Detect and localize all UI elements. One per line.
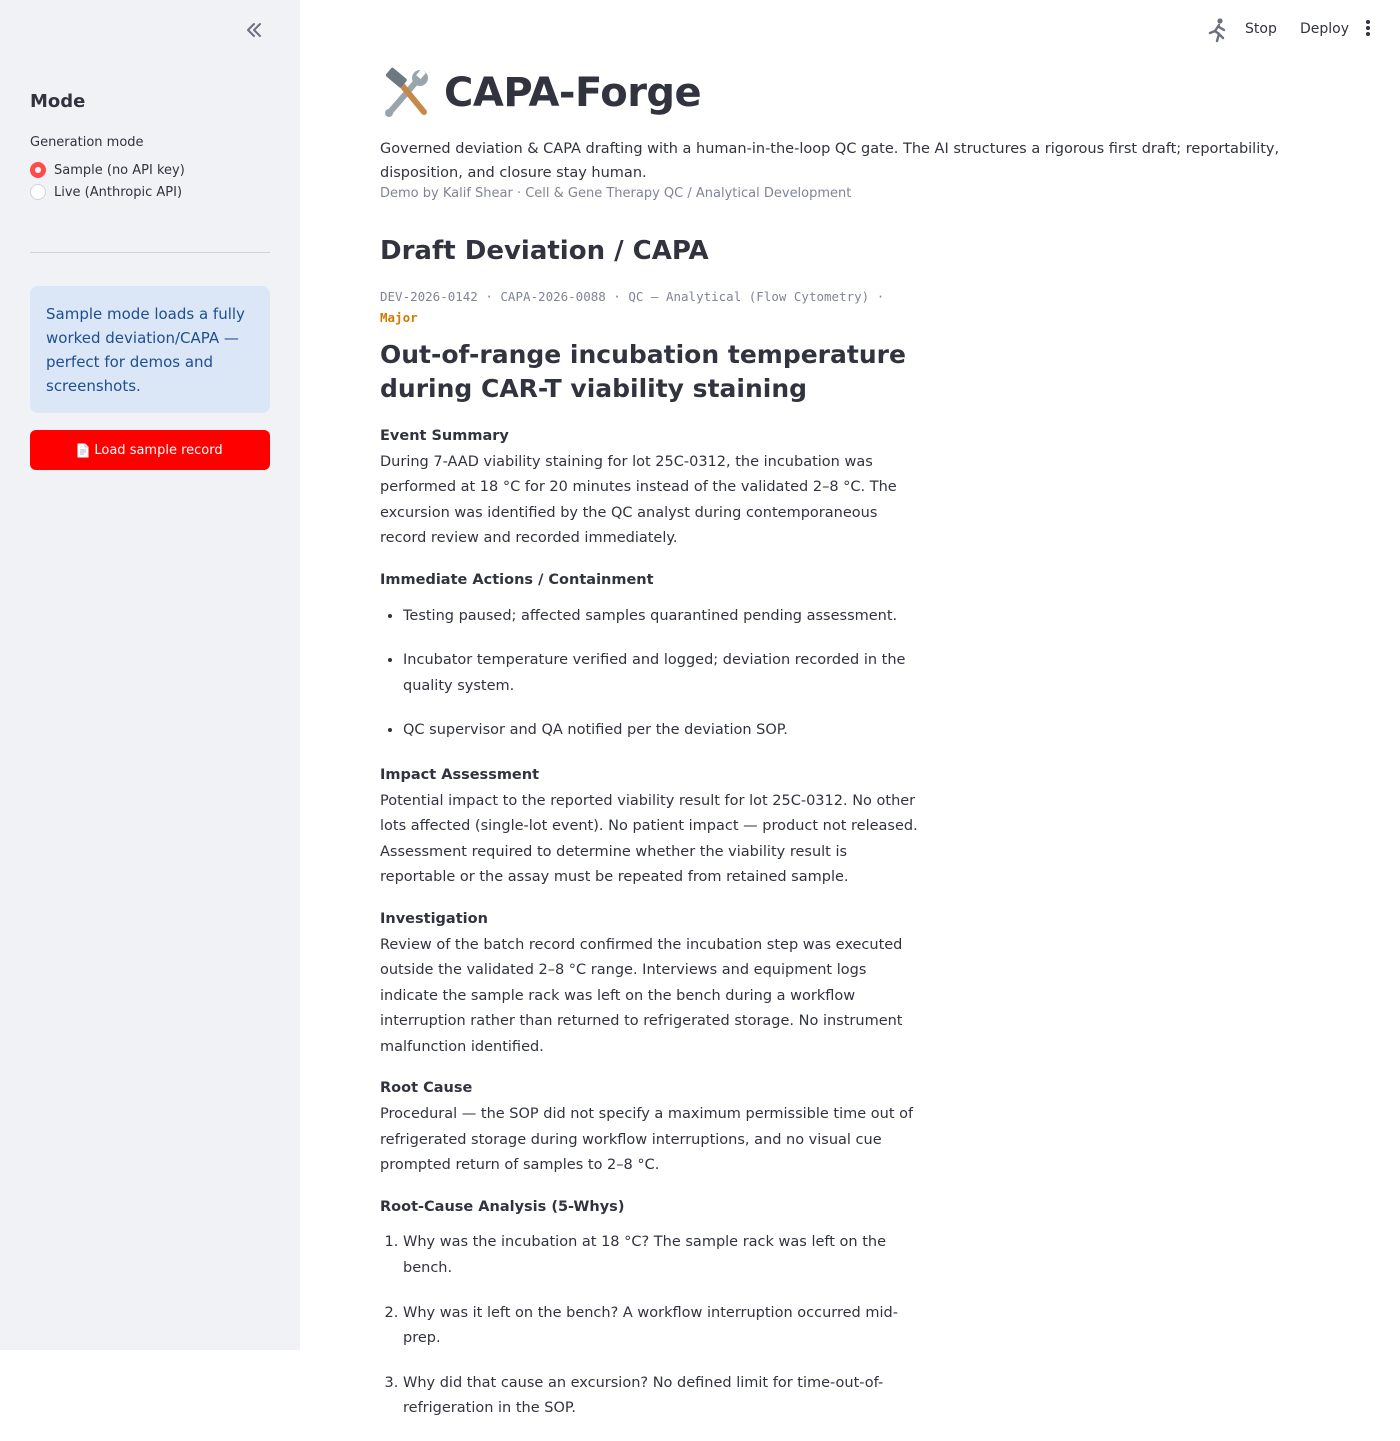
immediate-actions-list bbox=[380, 604, 925, 744]
record-body bbox=[380, 424, 925, 1441]
load-sample-label: Load sample record bbox=[94, 442, 223, 458]
collapse-sidebar-button[interactable] bbox=[240, 16, 268, 44]
radio-unselected-icon bbox=[30, 184, 46, 200]
vertical-dots-icon bbox=[1366, 20, 1370, 24]
byline: Demo by Kalif Shear · Cell & Gene Therapy QC / Analytical Development bbox=[380, 186, 852, 201]
section-heading: Draft Deviation / CAPA bbox=[380, 236, 709, 266]
document-icon bbox=[77, 443, 89, 458]
sidebar-heading: Mode bbox=[30, 91, 86, 112]
root-cause-title: Root Cause bbox=[380, 1080, 473, 1097]
page-title: CAPA-Forge bbox=[444, 70, 702, 116]
investigation-text: Review of the batch record confirmed the incubation step was executed outside the validated 2–8 °C range. Interviews and equipment logs indicate the sample rack was left on the bench during a workflow interruption rather than returned to refrigerated storage. No instrument malfunction identified. bbox=[380, 936, 903, 1055]
main-menu-button[interactable] bbox=[1362, 20, 1374, 40]
severity-badge: Major bbox=[380, 310, 418, 325]
hammer-and-wrench-icon bbox=[380, 68, 434, 118]
list-item: • Incubator temperature verified and logged; deviation recorded in the quality system. bbox=[403, 648, 925, 699]
running-man-icon bbox=[1206, 17, 1228, 43]
deploy-button[interactable]: Deploy bbox=[1300, 21, 1350, 37]
root-cause-text: Procedural — the SOP did not specify a maximum permissible time out of refrigerated storage during workflow interruptions, and no visual cue prompted return of samples to 2–8 °C. bbox=[380, 1106, 914, 1174]
radio-live-mode[interactable] bbox=[30, 184, 182, 200]
radio-live-label: Live (Anthropic API) bbox=[54, 184, 183, 200]
radio-sample-mode[interactable] bbox=[30, 162, 185, 178]
generation-mode-label: Generation mode bbox=[30, 135, 144, 150]
record-meta bbox=[380, 286, 920, 328]
double-chevron-left-icon bbox=[246, 23, 262, 37]
radio-sample-label: Sample (no API key) bbox=[54, 162, 185, 178]
record-ids: DEV-2026-0142 · CAPA-2026-0088 · QC — Analytical (Flow Cytometry) · bbox=[380, 289, 885, 304]
investigation-title: Investigation bbox=[380, 910, 488, 927]
record-title: Out-of-range incubation temperature during CAR-T viability staining bbox=[380, 340, 906, 403]
sample-mode-info: Sample mode loads a fully worked deviation/CAPA — perfect for demos and screenshots. bbox=[30, 286, 270, 413]
list-item: • Testing paused; affected samples quarantined pending assessment. bbox=[403, 604, 925, 630]
list-item: 2. Why was it left on the bench? A workflow interruption occurred mid-prep. bbox=[403, 1301, 925, 1352]
radio-selected-icon bbox=[30, 162, 46, 178]
list-item: • QC supervisor and QA notified per the deviation SOP. bbox=[403, 718, 925, 744]
immediate-actions-title: Immediate Actions / Containment bbox=[380, 571, 654, 588]
sidebar-divider bbox=[30, 252, 270, 253]
dot bbox=[1366, 26, 1370, 30]
page-subtitle: Governed deviation & CAPA drafting with a human-in-the-loop QC gate. The AI structures a rigorous first draft; reportability, disposition, and closure stay human. bbox=[380, 141, 1280, 181]
list-item: 1. Why was the incubation at 18 °C? The sample rack was left on the bench. bbox=[403, 1230, 925, 1281]
page-header bbox=[380, 68, 701, 118]
impact-text: Potential impact to the reported viability result for lot 25C-0312. No other lots affected (single-lot event). No patient impact — product not released. Assessment required to determine whether the viability result is reportable or the assay must be repeated from retained sample. bbox=[380, 792, 918, 886]
dot bbox=[1366, 32, 1370, 36]
list-item: 3. Why did that cause an excursion? No defined limit for time-out-of-refrigeration in the SOP. bbox=[403, 1371, 925, 1422]
five-whys-list bbox=[380, 1230, 925, 1422]
impact-title: Impact Assessment bbox=[380, 766, 540, 783]
load-sample-button[interactable] bbox=[30, 430, 270, 470]
sidebar bbox=[0, 0, 300, 1350]
stop-button[interactable]: Stop bbox=[1245, 21, 1277, 37]
event-summary-title: Event Summary bbox=[380, 428, 509, 444]
rca-title: Root-Cause Analysis (5-Whys) bbox=[380, 1198, 625, 1215]
event-summary-text: During 7-AAD viability staining for lot 25C-0312, the incubation was performed at 18 °C for 20 minutes instead of the validated 2–8 °C. The excursion was identified by the QC analyst during contemporaneous record review and recorded immediately. bbox=[380, 453, 897, 547]
